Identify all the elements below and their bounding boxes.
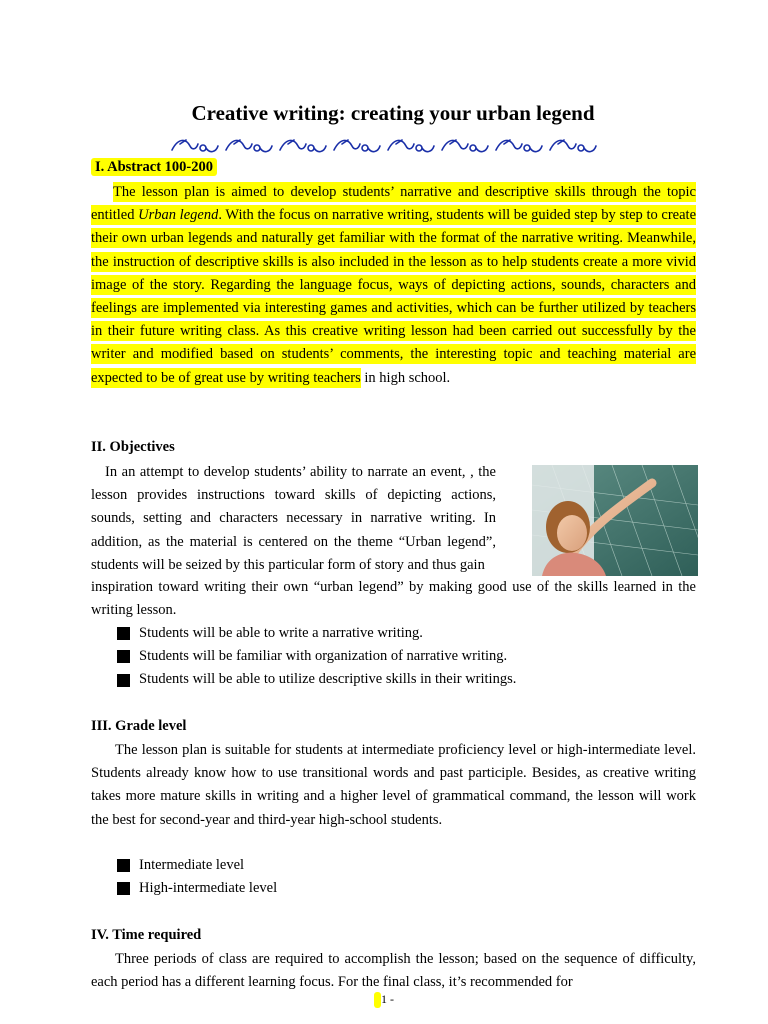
list-item: Students will be able to utilize descriptive skills in their writings. [117, 668, 516, 691]
objectives-paragraph-part2: inspiration toward writing their own “urban legend” by making good use of the skills learned in the writing lesson. [91, 579, 696, 619]
section-heading-time-required: IV. Time required [91, 927, 202, 943]
list-item: Students will be able to write a narrative writing. [117, 622, 516, 645]
page-number: 1 - [0, 992, 768, 1008]
square-bullet-icon [117, 859, 130, 872]
time-required-paragraph: Three periods of class are required to accomplish the lesson; based on the sequence of difficulty, each period has a different learning focus. For the final class, it’s recommended for [91, 951, 696, 991]
section-heading-objectives: II. Objectives [91, 439, 175, 455]
objectives-bullet-list [117, 622, 516, 692]
list-item: High-intermediate level [117, 877, 277, 900]
abstract-italic-topic: Urban legend [138, 207, 219, 224]
document-title: Creative writing: creating your urban legend [191, 101, 595, 125]
list-item: Intermediate level [117, 854, 277, 877]
abstract-paragraph [91, 181, 696, 390]
abstract-text-highlighted: . With the focus on narrative writing, students will be guided step by step to create their own urban legends and naturally get familiar with the format of the narrative writing. Meanwhile, the instruction of descriptive skills is also included in the lesson as to help students create a more vivid image of the story. Regarding the language focus, ways of depicting actions, sounds, characters and feelings are implemented via interesting games and activities, which can be further utilized by teachers in their future writing class. As this creative writing lesson had been carried out successfully by the writer and modified based on students’ comments, the interesting topic and teaching material are expected to be of great use by writing teachers [91, 207, 697, 386]
list-item: Students will be familiar with organization of narrative writing. [117, 645, 516, 668]
decorative-flourish-icon [170, 136, 602, 156]
square-bullet-icon [117, 674, 130, 687]
square-bullet-icon [117, 627, 130, 640]
square-bullet-icon [117, 650, 130, 663]
grade-level-paragraph: The lesson plan is suitable for students at intermediate proficiency level or high-intermediate level. Students already know how to use transitional words and past participle. Besides, as creative writing takes more mature skills in writing and a higher level of grammatical command, the lesson will work the best for second-year and third-year high-school students. [91, 742, 696, 828]
highlight-mark [374, 992, 381, 1008]
section-heading-grade-level: III. Grade level [91, 718, 187, 734]
student-at-chalkboard-photo [532, 465, 698, 576]
abstract-text-start: The lesson plan is aimed to develop students’ narrative and descriptive skills through the topic entitled [91, 184, 696, 224]
square-bullet-icon [117, 882, 130, 895]
objectives-paragraph-part1: In an attempt to develop students’ ability to narrate an event, , the lesson provides instructions toward skills of depicting actions, sounds, setting and characters necessary in narrative writing. In addition, as the material is centered on the theme “Urban legend”, students will be seized by this particular form of story and thus gain [91, 464, 496, 573]
section-heading-abstract: I. Abstract 100-200 [91, 159, 217, 176]
grade-level-bullet-list [117, 854, 277, 900]
abstract-text-end: in high school. [360, 369, 451, 386]
